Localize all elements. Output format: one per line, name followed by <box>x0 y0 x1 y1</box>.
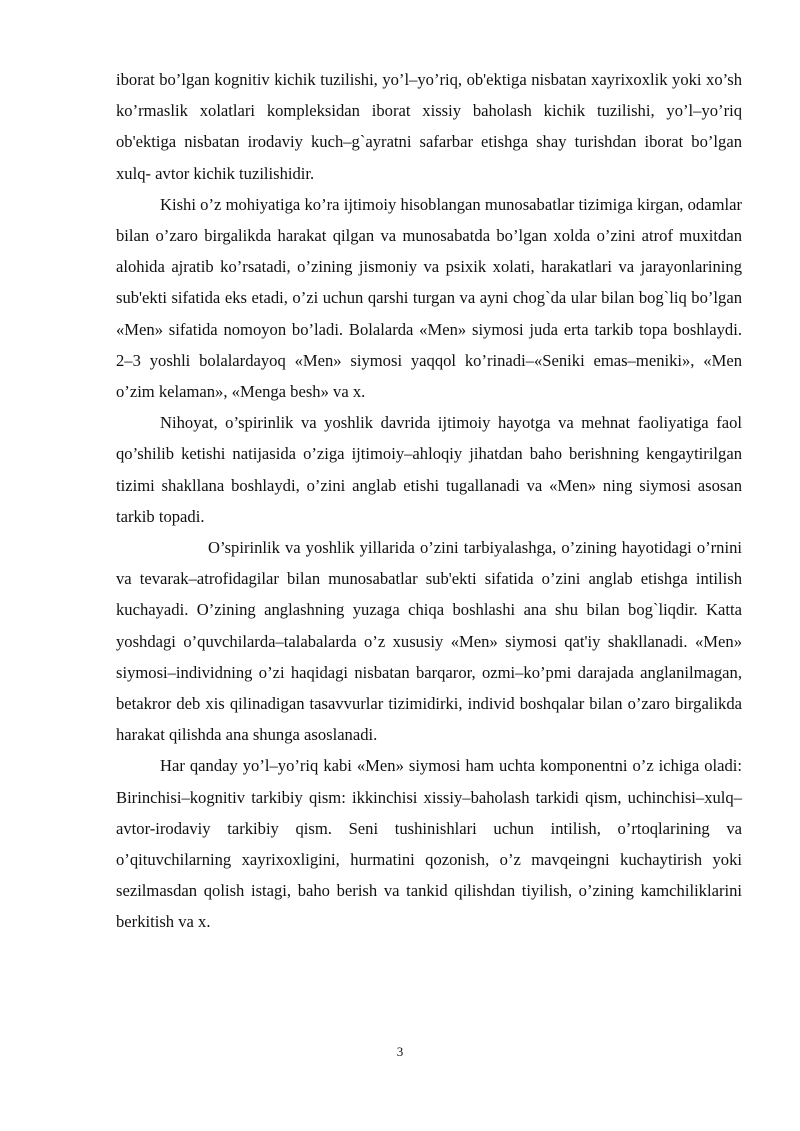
paragraph-adolescence-self-assessment: Nihoyat, o’spirinlik va yoshlik davrida ijtimoiy hayotga va mehnat faoliyatiga faol qo’shilib ketishi natijasida o’ziga ijtimoiy–ahloqiy jihatdan baho berishning kengaytirilgan tizimi shakllana boshlaydi, o’zini anglab etishi tugallanadi va «Men» ning siymosi asosan tarkib topadi. <box>116 413 742 526</box>
paragraph-continuation: iborat bo’lgan kognitiv kichik tuzilishi, yo’l–yo’riq, ob'ektiga nisbatan xayrixoxlik yoki xo’sh ko’rmaslik xolatlari kompleksidan iborat xissiy baholash kichik tuzilishi, yo’l–yo’riq ob'ektiga nisbatan irodaviy kuch–g`ayratni safarbar etishga shay turishdan iborat bo’lgan xulq- avtor kichik tuzilishidir. <box>116 70 742 183</box>
page-number: 3 <box>396 1044 404 1059</box>
paragraph-men-components: Har qanday yo’l–yo’riq kabi «Men» siymosi ham uchta komponentni o’z ichiga oladi: Birinchisi–kognitiv tarkibiy qism: ikkinchisi xissiy–baholash tarkidi qism, uchinchisi–xulq–avtor-irodaviy tarkibiy qism. Seni tushinishlari uchun intilish, o’rtoqlarining va o’qituvchilarning xayrixoxligini, hurmatini qozonish, o’z mavqeingni kuchaytirish yoki sezilmasdan qolish istagi, baho berish va tankid qilishdan tiyilish, o’zining kamchiliklarini berkitish va x. <box>116 756 742 932</box>
paragraph-men-identity: Kishi o’z mohiyatiga ko’ra ijtimoiy hisoblangan munosabatlar tizimiga kirgan, odamlar bilan o’zaro birgalikda harakat qilgan va munosabatda bo’lgan xolda o’zini atrof muxitdan alohida ajratib ko’rsatadi, o’zining jismoniy va psixik xolati, harakatlari va jarayonlarining sub'ekti sifatida eks etadi, o’zi uchun qarshi turgan va ayni chog`da ular bilan bog`liq bo’lgan «Men» sifatida nomoyon bo’ladi. Bolalarda «Men» siymosi juda erta tarkib topa boshlaydi. 2–3 yoshli bolalardayoq «Men» siymosi yaqqol ko’rinadi–«Seniki emas–meniki», «Men o’zim kelaman», «Menga besh» va x. <box>116 194 742 402</box>
body-text <box>116 64 742 938</box>
paragraph-youth-self-education: O’spirinlik va yoshlik yillarida o’zini tarbiyalashga, o’zining hayotidagi o’rnini va tevarak–atrofidagilar bilan munosabatlar sub'ekti sifatida o’zini anglab etishga intilish kuchayadi. O’zining anglashning yuzaga chiqa boshlashi ana shu bilan bog`liqdir. Katta yoshdagi o’quvchilarda–talabalarda o’z xususiy «Men» siymosi qat'iy shakllanadi. «Men» siymosi–individning o’zi haqidagi nisbatan barqaror, ozmi–ko’pmi darajada anglanilmagan, betakror deb xis qilinadigan tasavvurlar tizimidirki, individ boshqalar bilan o’zaro birgalikda harakat qilishda ana shunga asoslanadi. <box>116 538 742 745</box>
